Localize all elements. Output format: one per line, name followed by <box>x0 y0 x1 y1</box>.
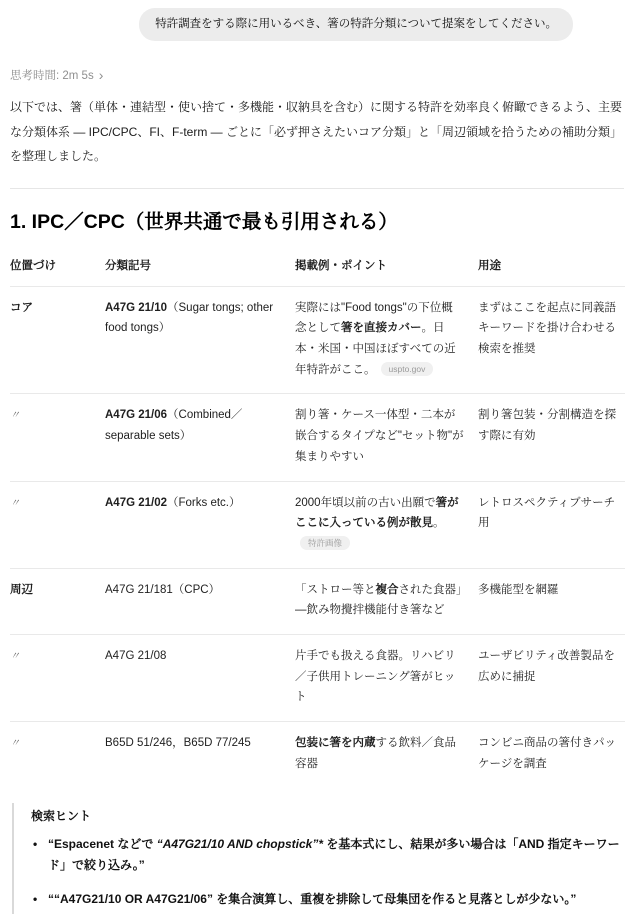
cell-code <box>105 482 295 568</box>
text-segment: 。日本・米国・中国ほぼすべての近年特許がここ。 <box>295 322 456 376</box>
text-segment: 〃 <box>10 650 20 662</box>
cell-use: レトロスペクティブサーチ用 <box>478 496 616 530</box>
column-header-position: 位置づけ <box>10 260 56 273</box>
cell-position <box>10 722 105 787</box>
cell-code <box>105 394 295 480</box>
cell-use: コンビニ商品の箸付きパッケージを調査 <box>478 737 616 770</box>
thinking-time-label: 思考時間: 2m 5s <box>10 70 94 83</box>
cell-code <box>105 635 295 721</box>
table-row <box>10 568 625 634</box>
text-segment: A47G 21/181（CPC） <box>105 583 221 596</box>
text-segment: された食器」—飲み物攪拌機能付き箸など <box>295 583 462 617</box>
table-header-row <box>10 248 625 286</box>
table-row <box>10 393 625 480</box>
text-segment: 片手でも扱える食器。リハビリ／子供用トレーニング箸がヒット <box>295 649 456 704</box>
search-hints-list <box>31 834 625 910</box>
column-header-points: 掲載例・ポイント <box>295 260 387 273</box>
classification-table <box>10 248 625 787</box>
chevron-right-icon: › <box>98 67 104 84</box>
cell-use: 多機能型を網羅 <box>478 583 559 596</box>
cell-position <box>10 482 105 568</box>
table-row <box>10 634 625 721</box>
search-hint-item <box>31 889 625 910</box>
text-segment: “Espacenet などで <box>48 837 157 852</box>
text-segment: 2000年頃以前の古い出願で <box>295 496 436 509</box>
cell-points <box>295 394 478 480</box>
text-segment: 〃 <box>10 410 20 422</box>
text-segment: （Combined／separable sets） <box>105 409 243 443</box>
cell-use: 割り箸包装・分割構造を探す際に有効 <box>478 409 616 443</box>
text-segment: A47G 21/06 <box>105 409 168 422</box>
text-segment: 包装に箸を内蔵 <box>295 737 376 750</box>
search-hint-item <box>31 834 625 876</box>
cell-code <box>105 569 295 634</box>
text-segment: 箸がここに入っている例が散見 <box>295 496 459 530</box>
text-segment: A47G 21/10 <box>105 301 168 314</box>
cell-points <box>295 569 478 634</box>
text-segment: 割り箸・ケース一体型・二本が嵌合するタイプなど"セット物"が集まりやすい <box>295 409 464 463</box>
text-segment: 〃 <box>10 497 20 509</box>
intro-paragraph: 以下では、箸（単体・連結型・使い捨て・多機能・収納具を含む）に関する特許を効率良く俯瞰できるよう、主要な分類体系 — IPC/CPC、FI、F-term — ごとに「必ず押さえたいコア分類」と「周辺領域を拾うための補助分類」を整理しました。 <box>10 100 623 164</box>
cell-code <box>105 722 295 787</box>
text-segment: 〃 <box>10 738 20 750</box>
text-segment: する飲料／食品容器 <box>295 737 456 770</box>
cell-position <box>10 287 105 394</box>
cell-position <box>10 394 105 480</box>
search-hints-title: 検索ヒント <box>31 809 92 824</box>
source-badge[interactable]: 特許画像 <box>300 536 350 551</box>
text-segment: 。 <box>433 517 445 530</box>
table-row <box>10 721 625 787</box>
cell-points <box>295 482 478 568</box>
thinking-time-toggle[interactable] <box>10 67 103 83</box>
cell-use: ユーザビリティ改善製品を広めに捕捉 <box>478 649 615 683</box>
source-badge[interactable]: uspto.gov <box>381 362 434 377</box>
user-message-bubble: 特許調査をする際に用いるべき、箸の特許分類について提案をしてください。 <box>139 8 573 41</box>
column-header-code: 分類記号 <box>105 260 151 273</box>
text-segment: 箸を直接カバー <box>341 322 422 335</box>
search-hints-blockquote <box>12 803 625 914</box>
text-segment: 「ストロー等と <box>295 583 376 596</box>
cell-code <box>105 287 295 394</box>
text-segment: コア <box>10 301 33 314</box>
table-row <box>10 481 625 568</box>
text-segment: （Sugar tongs; other food tongs） <box>105 301 274 335</box>
user-message-row <box>0 0 635 41</box>
cell-points <box>295 287 478 394</box>
column-header-use: 用途 <box>478 260 501 273</box>
text-segment: ““A47G21/10 OR A47G21/06” を集合演算し、重複を排除して母集団を作ると見落としが少ない。” <box>48 892 577 907</box>
cell-use: まずはここを起点に同義語キーワードを掛け合わせる検索を推奨 <box>478 301 616 356</box>
text-segment: B65D 51/246，B65D 77/245 <box>105 737 251 750</box>
cell-position <box>10 569 105 634</box>
section-heading: 1. IPC／CPC（世界共通で最も引用される） <box>10 211 398 234</box>
text-segment: 複合 <box>375 583 399 596</box>
text-segment: を基本式にし、結果が多い場合は「AND 指定キーワード」で絞り込み。” <box>48 837 620 873</box>
text-segment: 周辺 <box>10 583 33 596</box>
table-row <box>10 286 625 394</box>
text-segment: A47G 21/02 <box>105 496 168 509</box>
section-divider <box>10 188 624 189</box>
text-segment: A47G 21/08 <box>105 649 167 662</box>
text-segment: 実際には"Food tongs"の下位概念として <box>295 301 453 335</box>
text-segment: （Forks etc.） <box>167 496 241 509</box>
table-body <box>10 286 625 788</box>
cell-position <box>10 635 105 721</box>
text-segment: “A47G21/10 AND chopstick”* <box>156 837 323 852</box>
cell-points <box>295 635 478 721</box>
cell-points <box>295 722 478 787</box>
